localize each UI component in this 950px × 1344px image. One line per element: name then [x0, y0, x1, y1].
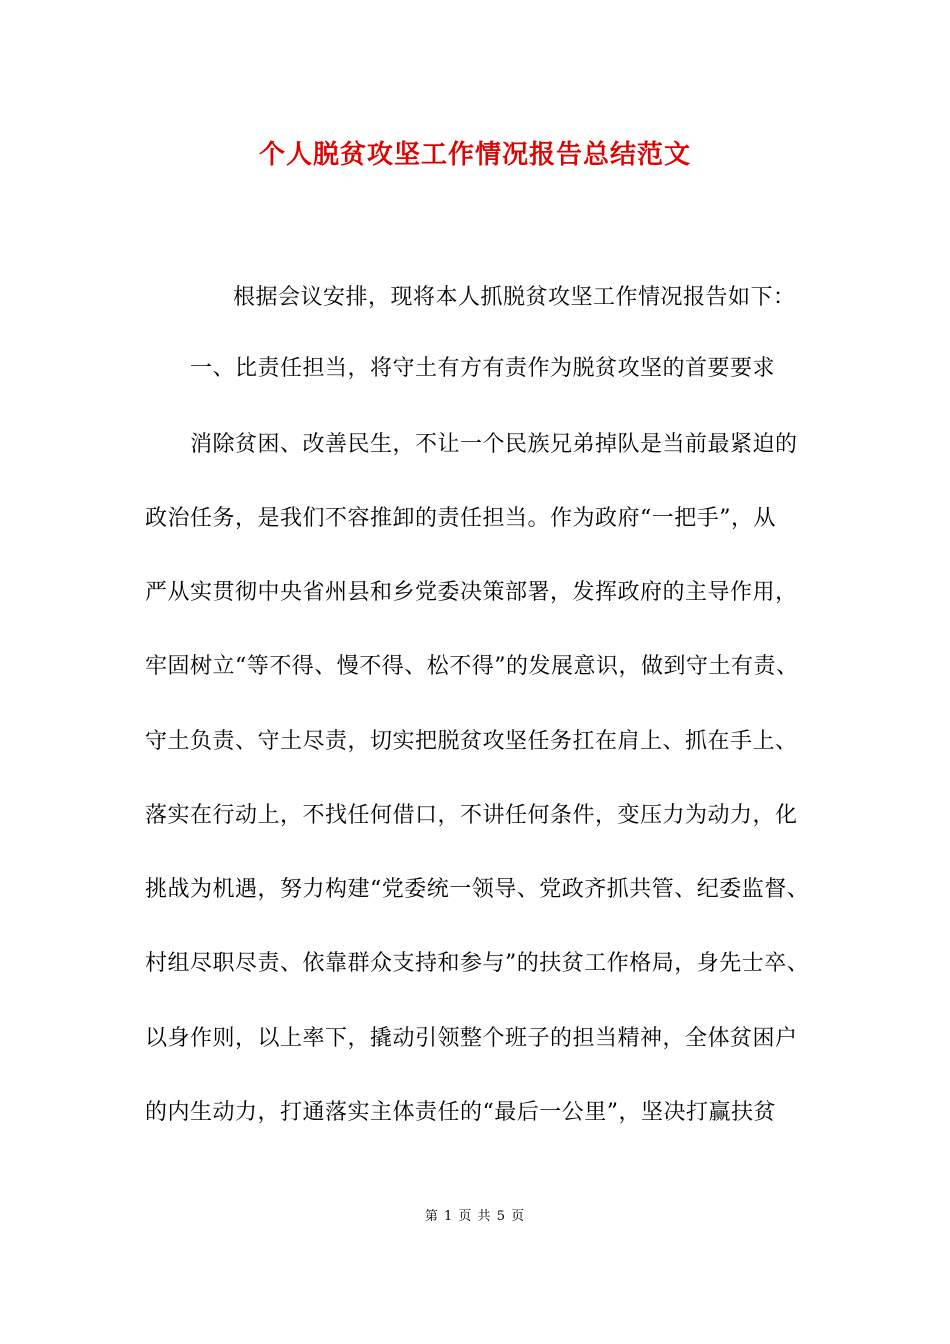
- paragraph-line: 根据会议安排，现将本人抓脱贫攻坚工作情况报告如下：: [233, 285, 796, 310]
- paragraph-line: 挑战为机遇，努力构建“党委统一领导、党政齐抓共管、纪委监督、: [145, 877, 810, 902]
- paragraph-line: 牢固树立“等不得、慢不得、松不得”的发展意识，做到守土有责、: [145, 654, 799, 679]
- document-title: 个人脱贫攻坚工作情况报告总结范文: [258, 140, 691, 170]
- paragraph-line: 落实在行动上，不找任何借口，不讲任何条件，变压力为动力，化: [145, 803, 798, 828]
- section-heading: 一、比责任担当，将守土有方有责作为脱贫攻坚的首要要求: [190, 356, 776, 381]
- paragraph-line: 守土负责、守土尽责，切实把脱贫攻坚任务扛在肩上、抓在手上、: [145, 729, 798, 754]
- paragraph-line: 消除贫困、改善民生，不让一个民族兄弟掉队是当前最紧迫的: [190, 432, 798, 457]
- paragraph-line: 严从实贯彻中央省州县和乡党委决策部署，发挥政府的主导作用，: [145, 580, 798, 605]
- paragraph-line: 政治任务，是我们不容推卸的责任担当。作为政府“一把手”，从: [145, 506, 776, 531]
- page-number: 第 1 页 共 5 页: [424, 1209, 526, 1224]
- paragraph-line: 村组尽职尽责、依靠群众支持和参与”的扶贫工作格局，身先士卒、: [145, 951, 810, 976]
- paragraph-line: 以身作则，以上率下，撬动引领整个班子的担当精神，全体贫困户: [145, 1026, 798, 1051]
- paragraph-line: 的内生动力，打通落实主体责任的“最后一公里”，坚决打赢扶贫: [145, 1100, 776, 1125]
